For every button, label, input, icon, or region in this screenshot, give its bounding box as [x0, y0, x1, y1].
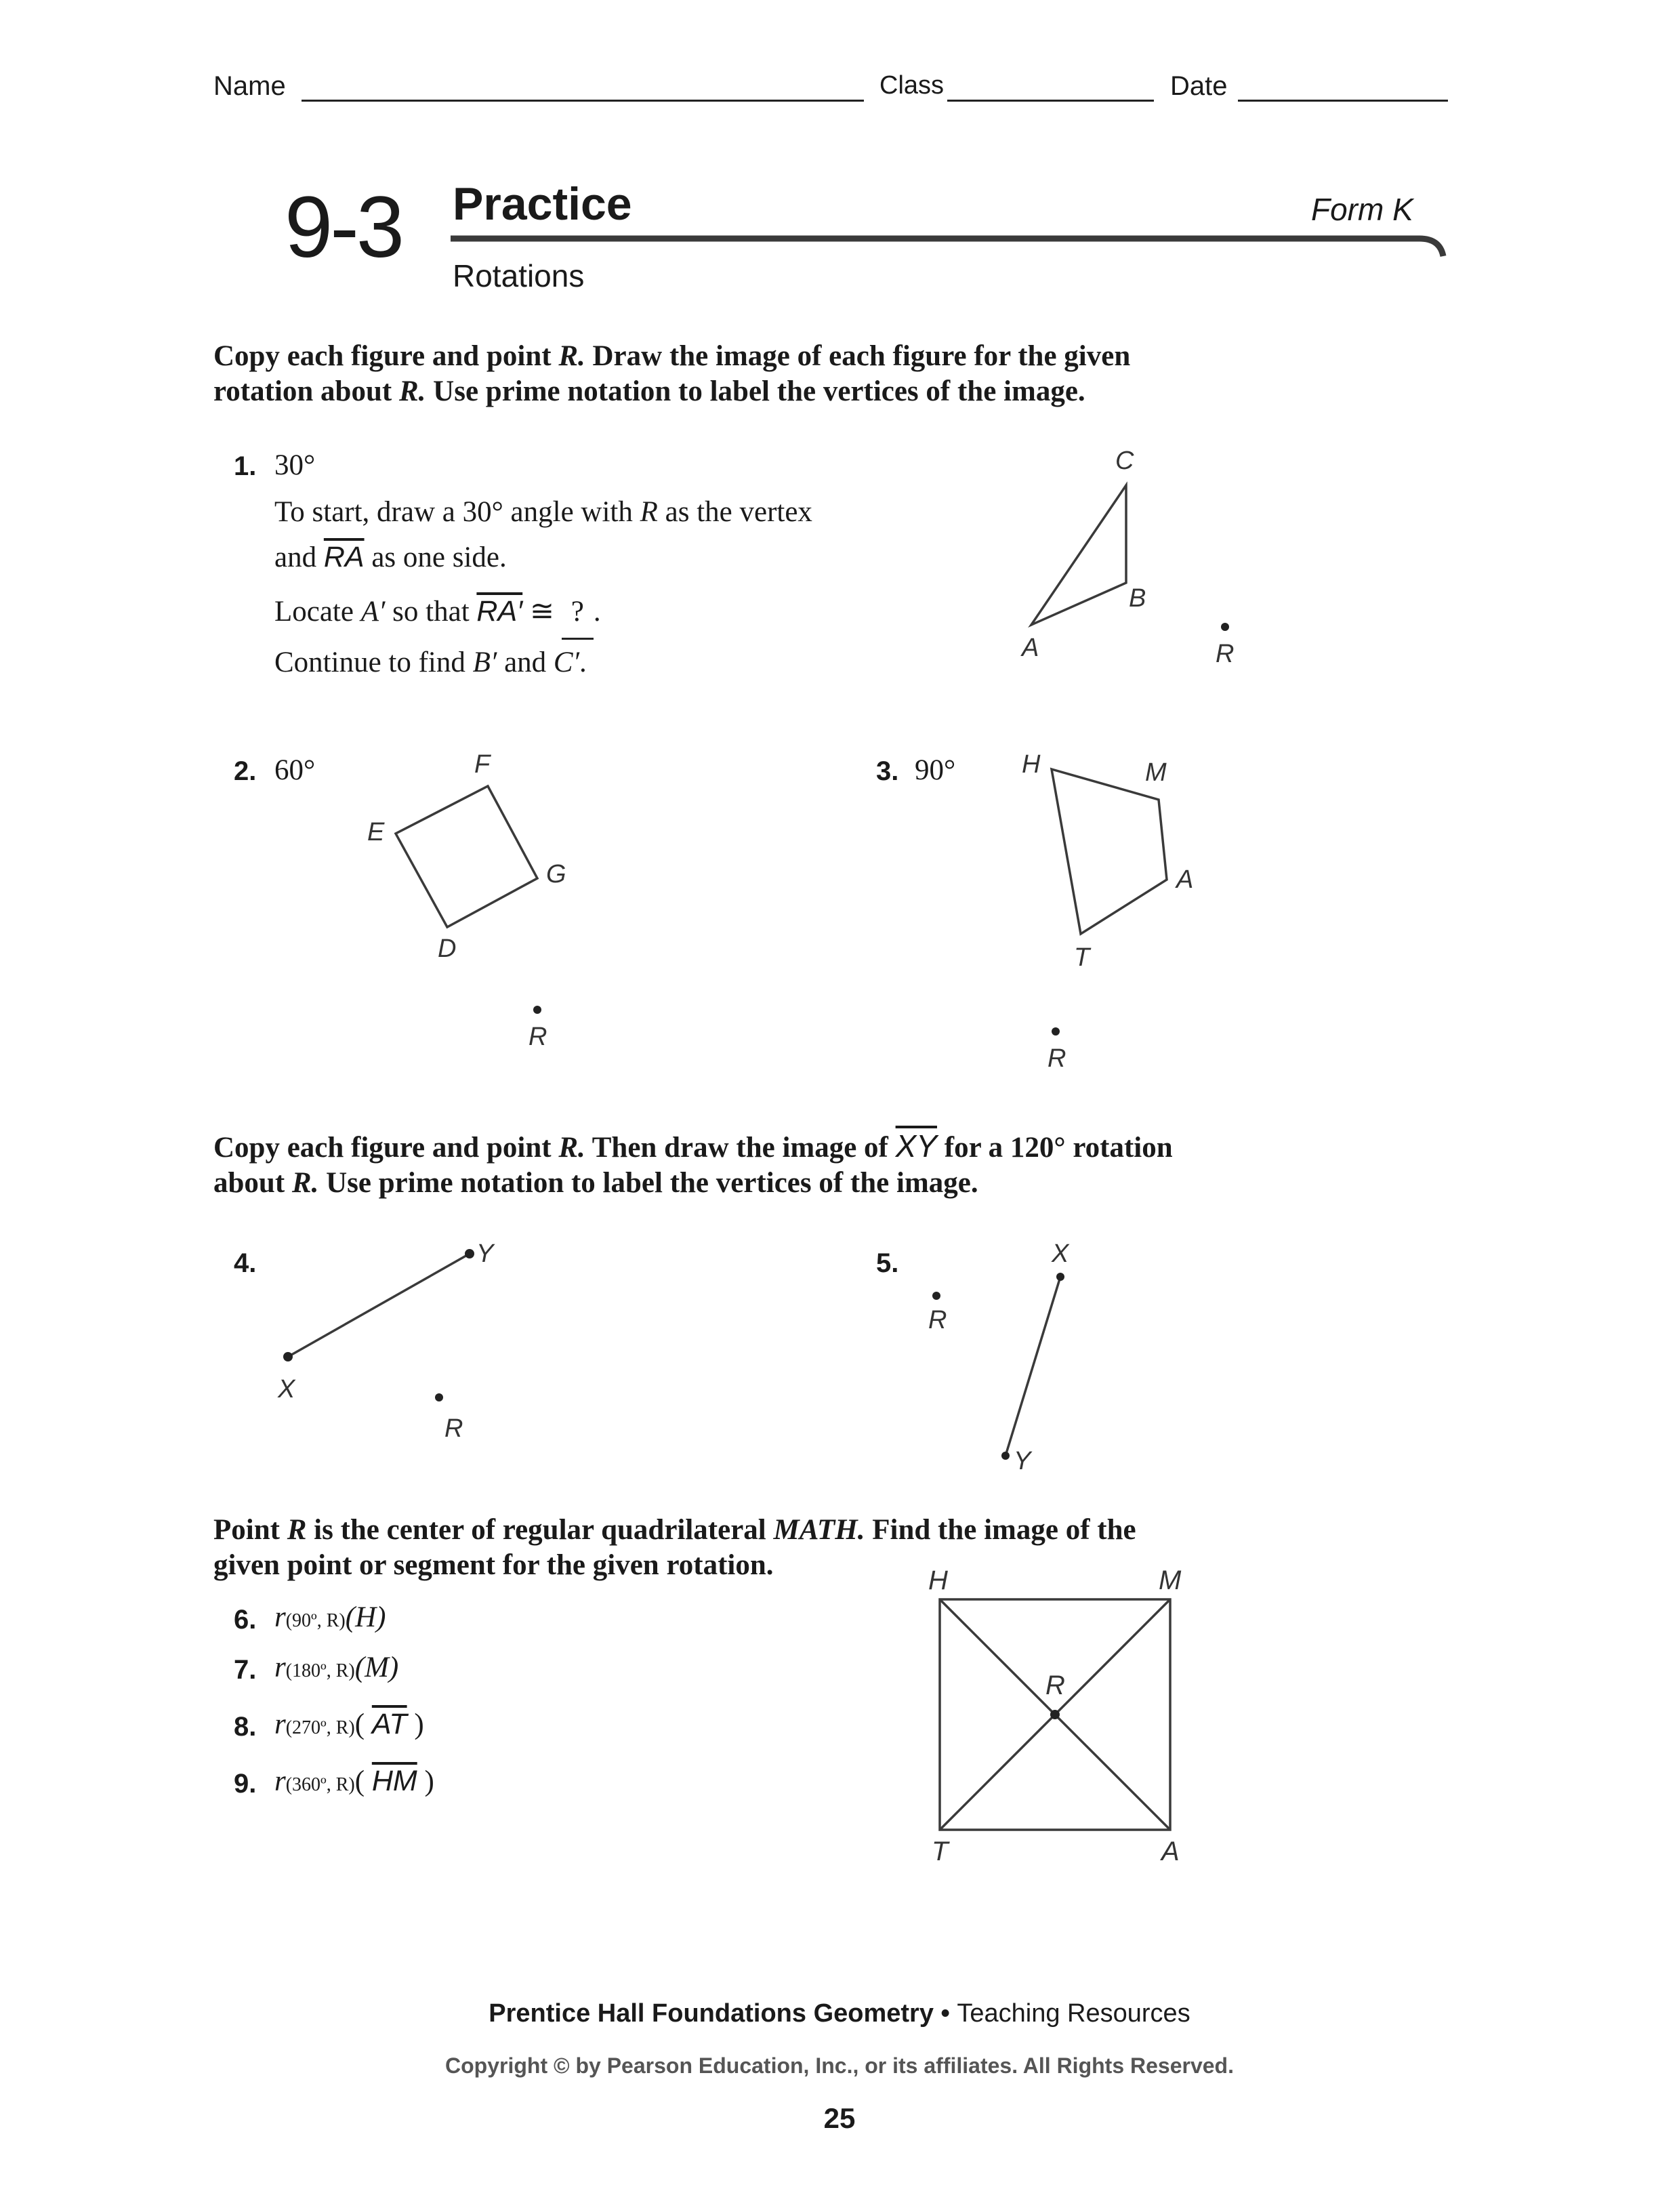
name-label: Name [213, 71, 286, 101]
question-4-figure [277, 1240, 495, 1443]
question-2-number: 2. [234, 756, 257, 786]
point-x [1056, 1273, 1064, 1281]
footer-copyright: Copyright © by Pearson Education, Inc., or its affiliates. All Rights Reserved. [445, 2053, 1234, 2078]
label-e: E [367, 818, 385, 846]
label-t: T [1074, 943, 1090, 972]
question-2-figure [367, 750, 566, 1051]
question-6-number: 6. [234, 1605, 257, 1635]
point-r [1052, 1027, 1060, 1036]
label-r: R [1048, 1044, 1066, 1073]
question-2-angle: 60° [274, 754, 316, 786]
point-r [932, 1292, 940, 1300]
page-title: Practice [453, 178, 632, 230]
footer-book-title: Prentice Hall Foundations Geometry • Teaching Resources [489, 1999, 1190, 2028]
label-b: B [1129, 584, 1146, 613]
question-7-expression: r(180º, R)(M) [274, 1652, 399, 1683]
label-r: R [928, 1306, 947, 1334]
label-a: A [1161, 1837, 1180, 1866]
question-6-expression: r(90º, R)(H) [274, 1601, 386, 1633]
question-9-number: 9. [234, 1769, 257, 1799]
date-label: Date [1170, 71, 1228, 101]
quadrilateral-defg [396, 786, 537, 927]
square-math-figure [928, 1565, 1182, 1866]
page-number: 25 [823, 2102, 856, 2134]
question-1-number: 1. [234, 451, 257, 481]
label-f: F [474, 750, 491, 779]
quadrilateral-hmat [1052, 769, 1167, 934]
label-x: X [278, 1375, 295, 1404]
label-r: R [1045, 1671, 1065, 1700]
question-4-number: 4. [234, 1248, 257, 1278]
segment-xy [1006, 1277, 1060, 1456]
label-a: A [1176, 865, 1194, 894]
question-5-figure [928, 1240, 1070, 1475]
label-x: X [1052, 1240, 1069, 1268]
triangle-abc [1031, 485, 1126, 625]
center-point-r [1050, 1710, 1060, 1719]
question-8-expression: r(270º, R)( $\overline{AT}$ ) [274, 1708, 424, 1740]
label-a: A [1022, 634, 1039, 662]
form-label: Form K [1311, 192, 1413, 227]
section1-instructions: Copy each figure and point R. Draw the image of each figure for the given rotation about R. Use prime notation to label the vertices of the image. [213, 340, 1131, 407]
question-7-number: 7. [234, 1655, 257, 1685]
point-r [1221, 623, 1229, 631]
label-d: D [438, 935, 457, 963]
page-subtitle: Rotations [453, 258, 585, 293]
question-3-figure [1022, 750, 1193, 1073]
point-y [1001, 1452, 1010, 1460]
label-r: R [1216, 640, 1235, 668]
label-y: Y [476, 1240, 494, 1268]
label-m: M [1145, 758, 1167, 787]
class-label: Class [879, 71, 945, 100]
point-y [465, 1249, 474, 1258]
question-9-expression: r(360º, R)( $\overline{HM}$ ) [274, 1765, 434, 1797]
lesson-number: 9-3 [285, 179, 402, 276]
point-r [435, 1393, 443, 1401]
question-3-number: 3. [876, 756, 899, 786]
question-1-hint: To start, draw a 30° angle with R as the vertex and $\overline{RA}$ as one side. Locate A′ so that RA′ ≅ ? . Continue to find B′ and C′. [274, 496, 812, 678]
label-r: R [528, 1023, 547, 1051]
label-t: T [932, 1837, 949, 1866]
label-m: M [1159, 1565, 1182, 1595]
question-1-angle: 30° [274, 449, 316, 481]
label-g: G [546, 860, 566, 888]
question-5-number: 5. [876, 1248, 899, 1278]
label-c: C [1115, 447, 1134, 475]
label-h: H [928, 1565, 948, 1595]
point-x [283, 1352, 293, 1361]
label-r: R [444, 1414, 463, 1443]
segment-xy [288, 1254, 470, 1357]
question-3-angle: 90° [915, 754, 956, 786]
question-1-figure [1020, 447, 1234, 668]
section3-instructions: Point R is the center of regular quadrilateral MATH. Find the image of the given point or segment for the given rotation. [213, 1514, 1136, 1581]
label-y: Y [1014, 1447, 1031, 1475]
section2-instructions: Copy each figure and point R. Then draw the image of $\overline{XY}$ for a 120° rotation about R. Use prime notation to label the vertices of the image. [213, 1128, 1173, 1199]
question-8-number: 8. [234, 1712, 257, 1742]
label-h: H [1022, 750, 1041, 779]
answer-blank[interactable]: ? [562, 586, 594, 640]
point-r [533, 1006, 541, 1014]
